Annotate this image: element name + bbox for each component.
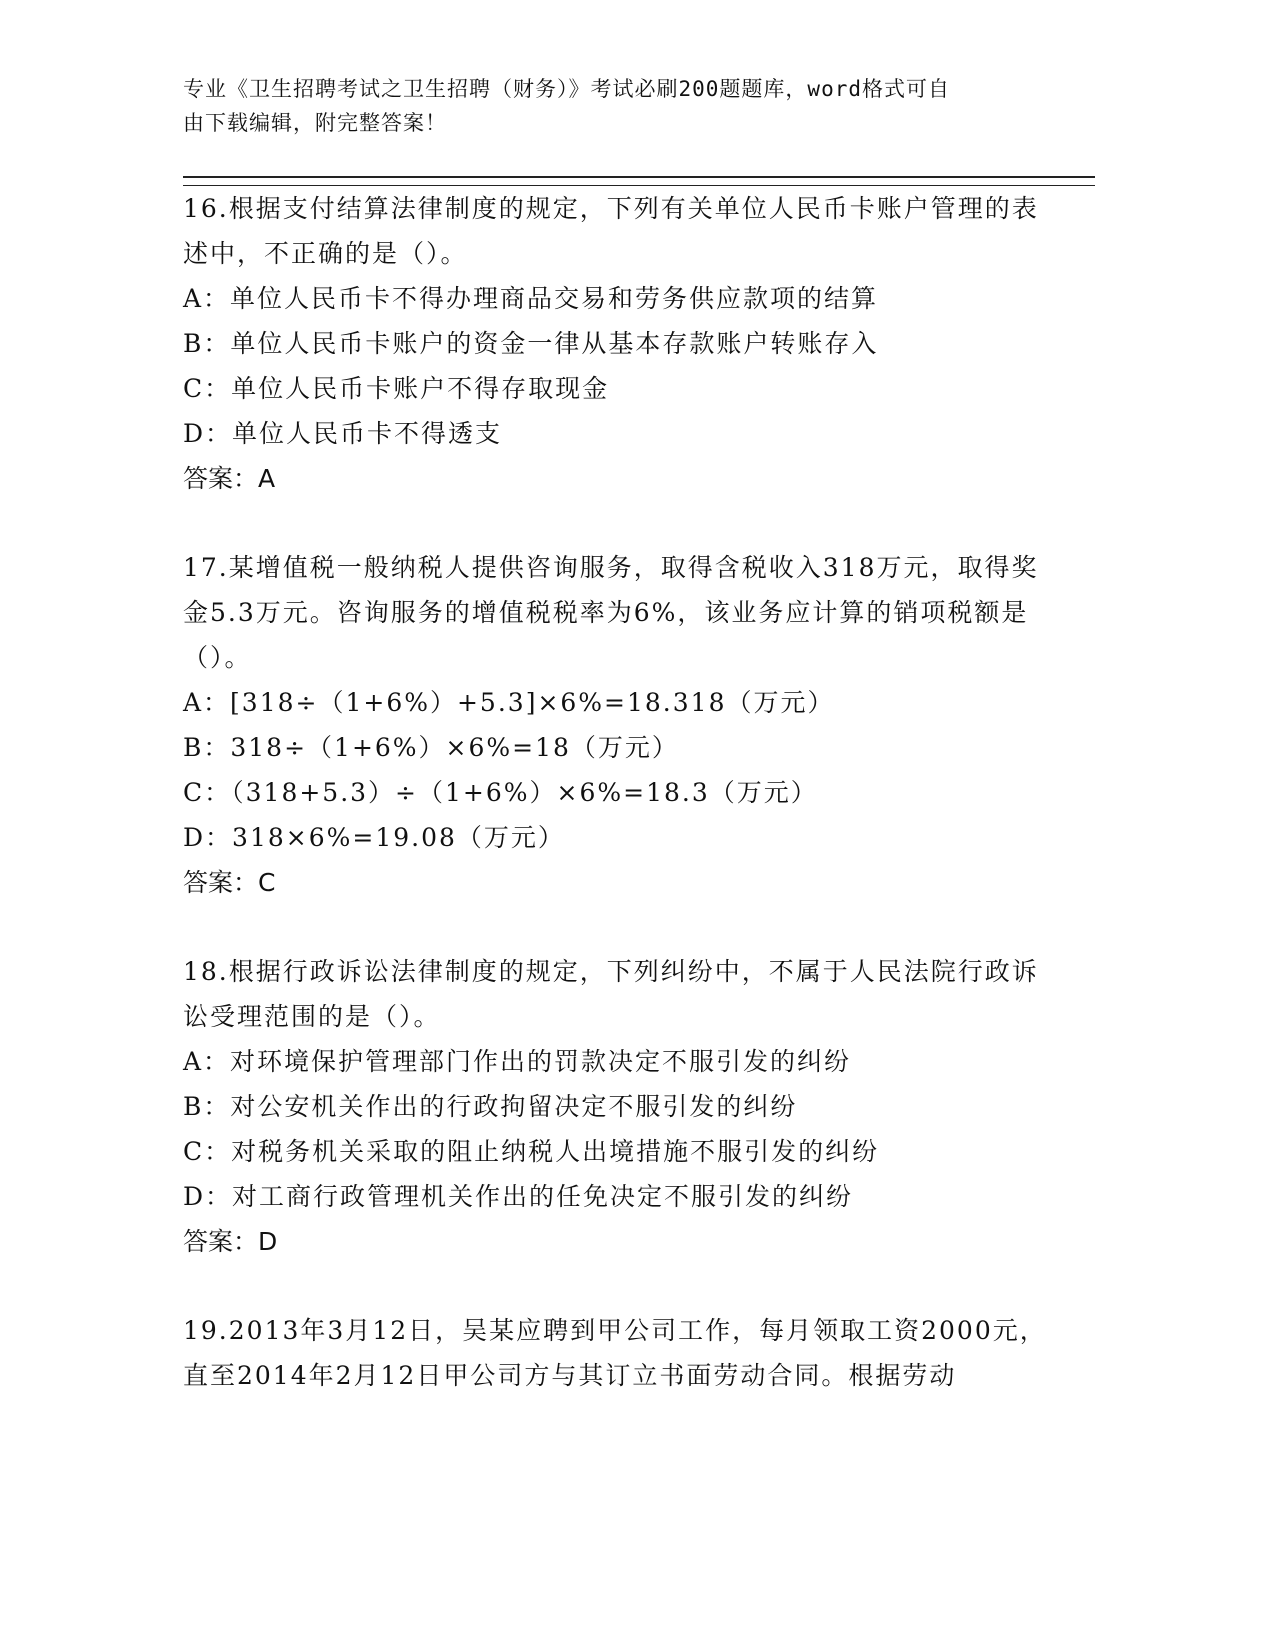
question-19 [183, 1308, 1063, 1398]
option-b: B：318÷（1+6%）×6%=18（万元） [183, 733, 679, 762]
option-c: C：单位人民币卡账户不得存取现金 [183, 374, 610, 403]
answer-label: 答案：A [183, 464, 276, 493]
option-b: B：单位人民币卡账户的资金一律从基本存款账户转账存入 [183, 329, 879, 358]
option-c: C：对税务机关采取的阻止纳税人出境措施不服引发的纠纷 [183, 1137, 880, 1166]
document-header [183, 72, 1063, 140]
option-d: D：单位人民币卡不得透支 [183, 419, 503, 448]
question-text: 16.根据支付结算法律制度的规定，下列有关单位人民币卡账户管理的表述中，不正确的是（）。 [183, 194, 1039, 268]
header-line-2: 由下载编辑，附完整答案！ [183, 111, 447, 135]
question-text: 17.某增值税一般纳税人提供咨询服务，取得含税收入318万元，取得奖金5.3万元。咨询服务的增值税税率为6%，该业务应计算的销项税额是（）。 [183, 553, 1039, 672]
option-a: A：单位人民币卡不得办理商品交易和劳务供应款项的结算 [183, 284, 879, 313]
option-c: C：（318+5.3）÷（1+6%）×6%=18.3（万元） [183, 778, 818, 807]
answer-label: 答案：C [183, 868, 276, 897]
question-text: 18.根据行政诉讼法律制度的规定，下列纠纷中，不属于人民法院行政诉讼受理范围的是（）。 [183, 957, 1039, 1031]
header-divider [183, 176, 1095, 186]
question-17 [183, 545, 1063, 905]
option-a: A：[318÷（1+6%）+5.3]×6%=18.318（万元） [183, 688, 835, 717]
question-text: 19.2013年3月12日，吴某应聘到甲公司工作，每月领取工资2000元，直至2014年2月12日甲公司方与其订立书面劳动合同。根据劳动 [183, 1316, 1047, 1390]
answer-label: 答案：D [183, 1227, 278, 1256]
option-d: D：对工商行政管理机关作出的任免决定不服引发的纠纷 [183, 1182, 854, 1211]
question-16 [183, 186, 1063, 501]
option-a: A：对环境保护管理部门作出的罚款决定不服引发的纠纷 [183, 1047, 852, 1076]
option-d: D：318×6%=19.08（万元） [183, 823, 565, 852]
question-18 [183, 949, 1063, 1264]
header-line-1: 专业《卫生招聘考试之卫生招聘（财务）》考试必刷200题题库，word格式可自 [183, 77, 950, 101]
question-list [183, 186, 1063, 1442]
option-b: B：对公安机关作出的行政拘留决定不服引发的纠纷 [183, 1092, 798, 1121]
